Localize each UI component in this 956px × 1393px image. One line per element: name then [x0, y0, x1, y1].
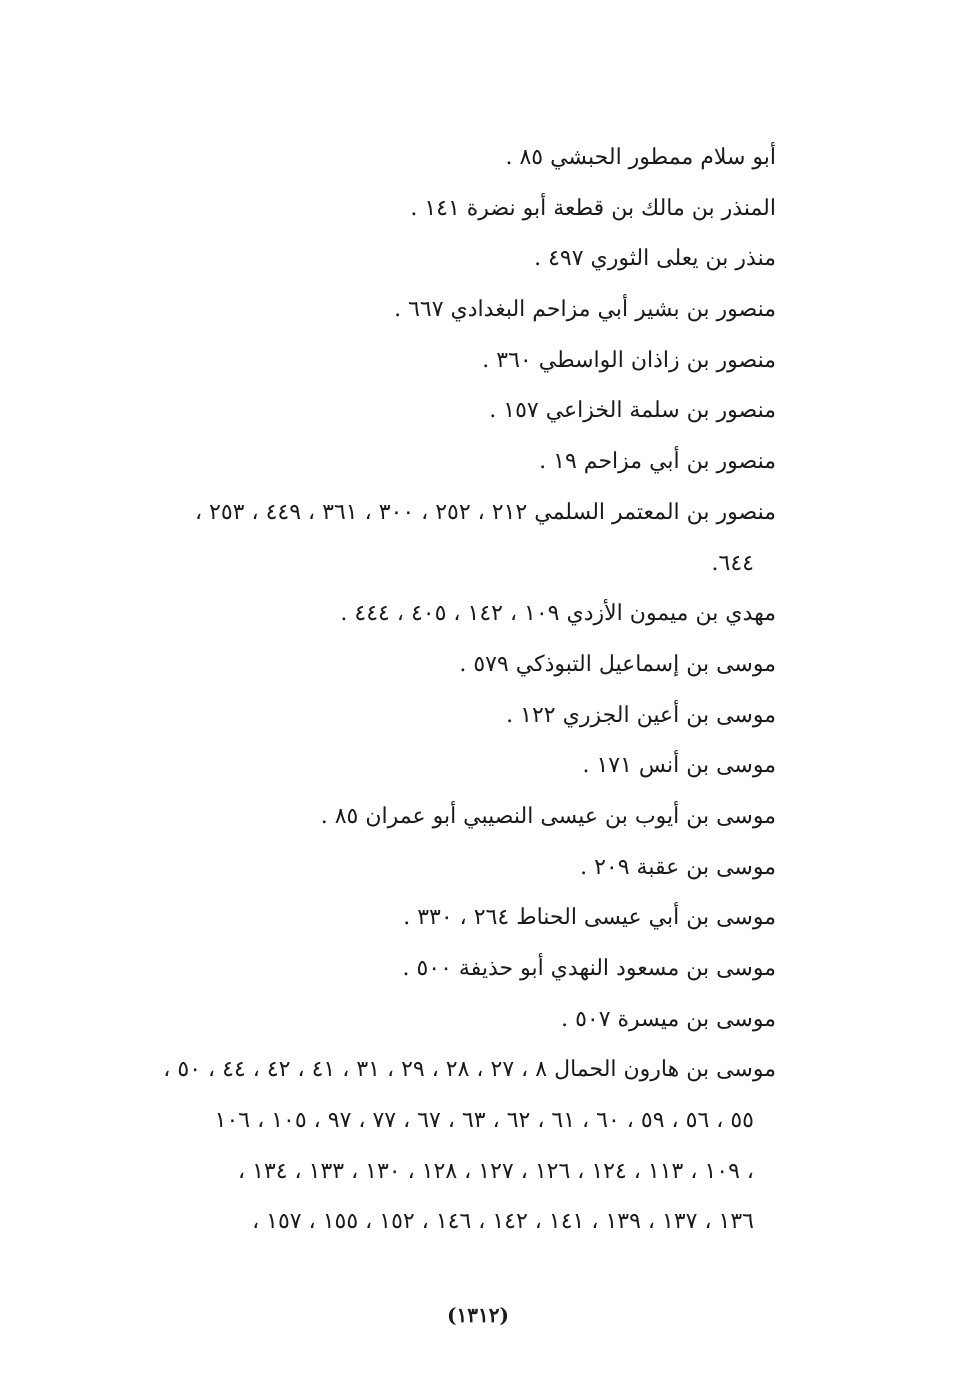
index-entry-continuation: ٥٥ ، ٥٦ ، ٥٩ ، ٦٠ ، ٦١ ، ٦٢ ، ٦٣ ، ٦٧ ، ٧٧ ، ٩٧ ، ١٠٥ ، ١٠٦	[214, 1108, 754, 1134]
index-entry-continuation: ٦٤٤.	[711, 550, 754, 576]
index-entry: موسى بن إسماعيل التبوذكي ٥٧٩ .	[459, 651, 776, 677]
index-entry-continuation: ١٣٦ ، ١٣٧ ، ١٣٩ ، ١٤١ ، ١٤٢ ، ١٤٦ ، ١٥٢ ، ١٥٥ ، ١٥٧ ،	[252, 1209, 754, 1235]
index-entries	[116, 138, 776, 1253]
index-entry: موسى بن أنس ١٧١ .	[582, 753, 776, 779]
index-entry: موسى بن أيوب بن عيسى النصيبي أبو عمران ٨٥ .	[320, 803, 776, 829]
index-entry: أبو سلام ممطور الحبشي ٨٥ .	[505, 145, 776, 170]
index-entry: موسى بن أعين الجزري ١٢٢ .	[506, 702, 776, 728]
index-entry: موسى بن ميسرة ٥٠٧ .	[561, 1006, 776, 1032]
index-entry-continuation: ، ١٠٩ ، ١١٣ ، ١٢٤ ، ١٢٦ ، ١٢٧ ، ١٢٨ ، ١٣٠ ، ١٣٣ ، ١٣٤ ،	[237, 1158, 754, 1184]
index-entry: منصور بن سلمة الخزاعي ١٥٧ .	[489, 398, 776, 424]
page-number: (١٣١٢)	[447, 1303, 509, 1327]
index-entry: المنذر بن مالك بن قطعة أبو نضرة ١٤١ .	[410, 195, 776, 221]
index-entry: موسى بن عقبة ٢٠٩ .	[580, 854, 776, 880]
index-entry: منصور بن زاذان الواسطي ٣٦٠ .	[482, 347, 776, 373]
index-entry: موسى بن أبي عيسى الحناط ٢٦٤ ، ٣٣٠ .	[403, 905, 776, 931]
index-entry: منصور بن بشير أبي مزاحم البغدادي ٦٦٧ .	[394, 297, 776, 323]
index-entry: منصور بن أبي مزاحم ١٩ .	[539, 449, 776, 475]
index-entry: مهدي بن ميمون الأزدي ١٠٩ ، ١٤٢ ، ٤٠٥ ، ٤٤٤ .	[340, 601, 776, 627]
index-entry: موسى بن مسعود النهدي أبو حذيفة ٥٠٠ .	[402, 956, 776, 981]
index-entry: موسى بن هارون الحمال ٨ ، ٢٧ ، ٢٨ ، ٢٩ ، ٣١ ، ٤١ ، ٤٢ ، ٤٤ ، ٥٠ ،	[163, 1057, 776, 1083]
index-entry: منصور بن المعتمر السلمي ٢١٢ ، ٢٥٢ ، ٣٠٠ ، ٣٦١ ، ٤٤٩ ، ٢٥٣ ،	[194, 499, 776, 525]
index-entry: منذر بن يعلى الثوري ٤٩٧ .	[534, 246, 776, 272]
